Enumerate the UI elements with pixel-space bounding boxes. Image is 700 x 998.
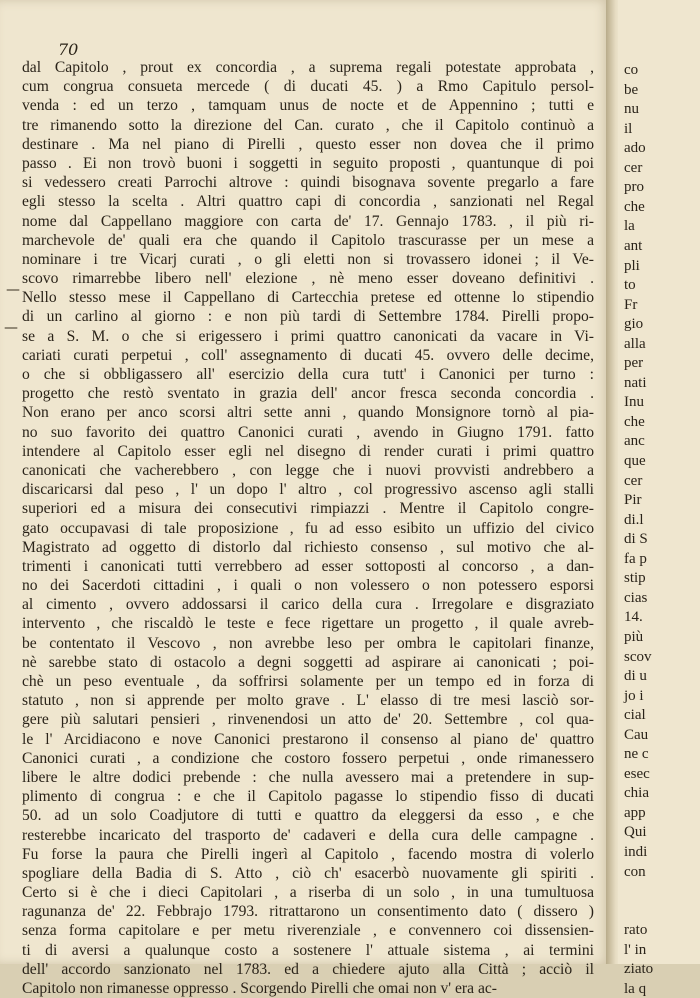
right-page-fragment: jo i: [624, 687, 644, 704]
right-page-fragment: cial: [624, 707, 646, 724]
text-line: spogliare della Badia di S. Atto , ciò ch' esacerbò nuovamente gli spiriti .: [22, 864, 594, 882]
right-page-fragment: app: [624, 804, 646, 821]
right-page-fragment: chia: [624, 785, 649, 802]
text-line: superiori ed a misura dei consecutivi rimpiazzi . Mentre il Capitolo congre-: [22, 500, 594, 518]
text-line: se a S. M. o che si erigessero i primi quattro canonicati da vacare in Vi-: [22, 327, 594, 345]
text-line: libere le altre dodici prebende : che nulla avessero mai a pretendere in sup-: [22, 768, 594, 786]
text-line: egli stesso la scelta . Altri quattro capi di concordia , sanzionati nel Regal: [22, 193, 594, 211]
right-page-fragment: di.l: [624, 511, 644, 528]
text-line: Non erano per anco scorsi altri sette anni , quando Monsignore tornò al pia-: [22, 404, 594, 422]
right-page-fragment: Qui: [624, 824, 647, 841]
right-page-fragment: la q: [624, 980, 647, 997]
right-page-fragment: che: [624, 413, 645, 430]
page-number: 70: [58, 40, 79, 59]
margin-dash-mark: —: [6, 282, 20, 298]
text-line: marchevole de' quali era che quando il Capitolo trascurasse per un mese a: [22, 231, 594, 249]
right-page-fragment: scov: [624, 648, 652, 665]
right-page-fragment: cias: [624, 589, 648, 606]
right-page-fragment: Fr: [624, 296, 638, 313]
right-page-fragment: cer: [624, 159, 643, 176]
right-page-fragment: que: [624, 453, 646, 469]
text-line: nominare i tre Vicarj curati , o gli eletti non si trovassero idonei ; il Ve-: [22, 250, 594, 268]
text-line: destinare . Ma nel piano di Pirelli , questo esser non dovea che il primo: [22, 135, 594, 153]
text-line: Nello stesso mese il Cappellano di Cartecchia pretese ed ottenne lo stipendio: [22, 289, 594, 307]
right-page-fragment: esec: [624, 765, 650, 782]
right-page-fragment: be: [624, 81, 639, 98]
text-line: senza forma capitolare e per metu riverenziale , e convennero coi dissensien-: [22, 922, 594, 940]
right-page-fragment: Pir: [624, 492, 642, 509]
text-line: venda : ed un terzo , tamquam unus de nocte et de Appennino ; tutti e: [22, 97, 594, 115]
text-line: intendere al Capitolo esser egli nel disegno di render curati i primi quattro: [22, 442, 594, 460]
text-line: cariati curati perpetui , coll' assegnamento di ducati 45. ovvero delle decime,: [22, 346, 594, 364]
text-line: chè un peso eventuale , da soffrirsi solamente per un tempo ed in forza di: [22, 673, 594, 690]
right-page-fragment: stip: [624, 570, 646, 587]
text-line: be contentato il Vescovo , non avrebbe leso per ombra le capitolari finanze,: [22, 634, 594, 652]
right-page-fragment: la: [624, 218, 635, 235]
text-line: al cimento , ovvero addossarsi il carico della cura . Irregolare e disgraziato: [22, 596, 594, 614]
right-page-fragment: nati: [624, 374, 647, 391]
text-line: Fu forse la paura che Pirelli ingerì al Capitolo , facendo mostra di volerlo: [22, 845, 594, 863]
right-page-fragment: Inu: [624, 394, 644, 411]
text-line: Capitolo non rimanesse oppresso . Scorgendo Pirelli che omai non v' era ac-: [22, 980, 497, 997]
text-line: discaricarsi dal peso , l' un dopo l' altro , col progressivo ascenso agli stalli: [22, 481, 594, 499]
right-page-fragment: 14.: [624, 609, 643, 626]
text-line: statuto , non si apprende per molto grave . L' elasso di tre mesi lasciò sor-: [22, 692, 594, 710]
text-line: o che si obbligassero all' esercizio della cura tutt' i Canonici per turno :: [22, 366, 594, 383]
right-page-fragment: fa p: [624, 550, 647, 567]
text-line: di un carlino al giorno : e non più tardi di Settembre 1784. Pirelli propo-: [22, 308, 594, 326]
right-page-fragment: co: [624, 62, 639, 78]
right-page-fragment: alla: [624, 335, 646, 352]
right-page-fragment: to: [624, 277, 636, 294]
text-line: resterebbe incaricato del trasporto de' cadaveri e della cura delle campagne .: [22, 826, 594, 844]
right-page-fragment: pli: [624, 257, 640, 274]
right-page-fragment: ziato: [624, 961, 654, 978]
right-page-fragment: che: [624, 198, 645, 215]
right-page-fragment: per: [624, 355, 644, 372]
text-line: Canonici curati , a condizione che costoro fossero perpetui , onde rimanessero: [22, 749, 594, 767]
text-line: nome dal Cappellano maggiore con carta de' 17. Gennajo 1783. , il più ri-: [22, 212, 594, 230]
text-line: no dei Sacerdoti cittadini , i quali o non volessero o non potessero esporsi: [22, 577, 594, 595]
text-line: dell' accordo sanzionato nel 1783. ed a chiedere ajuto alla Città ; acciò il: [22, 960, 594, 978]
text-line: canonicati che vacherebbero , con legge che i nuovi provvisti andrebbero a: [22, 461, 594, 479]
text-line: plimento di congrua : e che il Capitolo pagasse lo stipendio fisso di ducati: [22, 788, 594, 806]
right-page-fragment: ado: [624, 140, 646, 157]
text-line: passo . Ei non trovò buoni i soggetti in seguito proposti , quantunque di poi: [22, 154, 594, 172]
text-line: no suo favorito dei quattro Canonici curati , avendo in Giugno 1791. fatto: [22, 423, 594, 441]
body-text: [22, 58, 594, 998]
text-line: dal Capitolo , prout ex concordia , a suprema regali potestate approbata ,: [22, 59, 594, 76]
text-line: tre rimanendo sotto la direzione del Can. curato , che il Capitolo continuò a: [22, 116, 594, 134]
text-line: gato occupavasi di tale proposizione , fu ad esso esibito un uffizio del civico: [22, 519, 594, 537]
text-line: Certo si è che i dieci Capitolari , a riserba di un solo , in una tumultuosa: [22, 884, 594, 902]
text-line: cum congrua consueta mercede ( di ducati 45. ) a Rmo Capitulo persol-: [22, 78, 594, 96]
right-page-fragment: ant: [624, 237, 643, 254]
right-page-fragment: di u: [624, 668, 647, 685]
text-line: trimenti i canonicati tutti verrebbero ad esser sottoposti al concorso , a dan-: [22, 557, 594, 575]
text-line: progetto che restò sventato in grazia dell' ancor fresca seconda concordia .: [22, 385, 594, 403]
right-page-fragment: di S: [624, 531, 648, 548]
text-line: gere più salutari pensieri , rinvenendosi un atto de' 20. Settembre , col qua-: [22, 711, 594, 729]
right-page-fragment: nu: [624, 101, 639, 118]
right-page-fragment: l' in: [624, 941, 647, 958]
right-page-fragment: Cau: [624, 726, 649, 743]
right-page-fragment: più: [624, 628, 644, 645]
text-line: ragunanza de' 22. Febbrajo 1793. ritrattarono un consentimento dato ( dissero ): [22, 903, 594, 921]
right-page-fragment: con: [624, 863, 646, 880]
text-line: scovo rimarrebbe libero nell' elezione , nè meno esser doveano definitivi .: [22, 270, 594, 288]
text-line: Magistrato ad oggetto di distorlo dal richiesto consenso , sul motivo che al-: [22, 538, 594, 556]
right-page-fragment: ne c: [624, 746, 649, 763]
right-page-fragment: pro: [624, 179, 644, 196]
right-page-fragment: il: [624, 120, 633, 137]
text-line: intervento , che riscaldò le teste e fece rigettare un progetto , il quale avreb-: [22, 615, 594, 633]
right-page-fragment: cer: [624, 472, 643, 489]
right-page-edge: [618, 0, 700, 997]
text-line: 50. ad un solo Coadjutore di tutti e quattro da eleggersi da esso , e che: [22, 807, 594, 825]
right-page-fragment: gio: [624, 316, 644, 333]
right-page-fragment: indi: [624, 844, 648, 860]
text-line: si vedessero creati Parrochi altrove : quindi bisognava sovente pregarlo a fare: [22, 174, 594, 192]
text-line: nè sarebbe stato di ostacolo a degni soggetti ad aspirare ai canonicati ; poi-: [22, 653, 594, 671]
text-line: ti di aversi a qualunque costo a sostenere l' attuale sistema , ai termini: [22, 941, 594, 959]
right-page-fragment: rato: [624, 922, 648, 939]
margin-dash-mark: —: [4, 320, 18, 336]
text-line: le l' Arcidiacono e nove Canonici prestarono il consenso al piano de' quattro: [22, 730, 594, 748]
right-page-fragment: anc: [624, 433, 645, 450]
